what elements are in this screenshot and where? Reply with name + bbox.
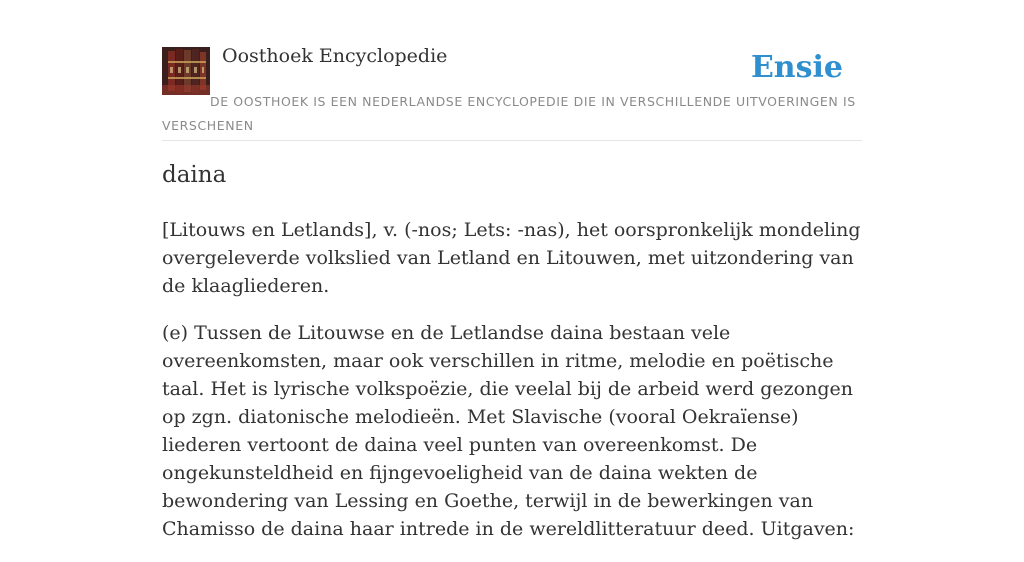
entry-paragraph: (e) Tussen de Litouwse en de Letlandse daina bestaan vele overeenkomsten, maar ook verschillen in ritme, melodie en poëtische taal. Het is lyrische volkspoëzie, die veelal bij de arbeid werd gezongen op zgn. diatonische melodieën. Met Slavische (vooral Oekraïense) liederen vertoont de daina veel punten van overeenkomst. De ongekunsteldheid en fijngevoeligheid van de daina wekten de bewondering van Lessing en Goethe, terwijl in de bewerkingen van Chamisso de daina haar intrede in de wereldlitteratuur deed. Uitgaven: [162, 322, 855, 540]
ensie-logo-link[interactable]: Ensie [750, 50, 843, 85]
entry-body [162, 216, 862, 562]
site-title[interactable]: Oosthoek Encyclopedie [222, 45, 448, 67]
site-tagline: DE OOSTHOEK IS EEN NEDERLANDSE ENCYCLOPEDIE DIE IN VERSCHILLENDE UITVOERINGEN IS VERSCHENEN [162, 94, 856, 133]
book-spines-icon[interactable] [162, 47, 210, 95]
site-header [162, 0, 862, 141]
entry-paragraph: [Litouws en Letlands], v. (-nos; Lets: -nas), het oorspronkelijk mondeling overgeleverde volkslied van Letland en Litouwen, met uitzondering van de klaagliederen. [162, 219, 861, 297]
page-container [162, 0, 862, 540]
entry-title: daina [162, 162, 227, 188]
